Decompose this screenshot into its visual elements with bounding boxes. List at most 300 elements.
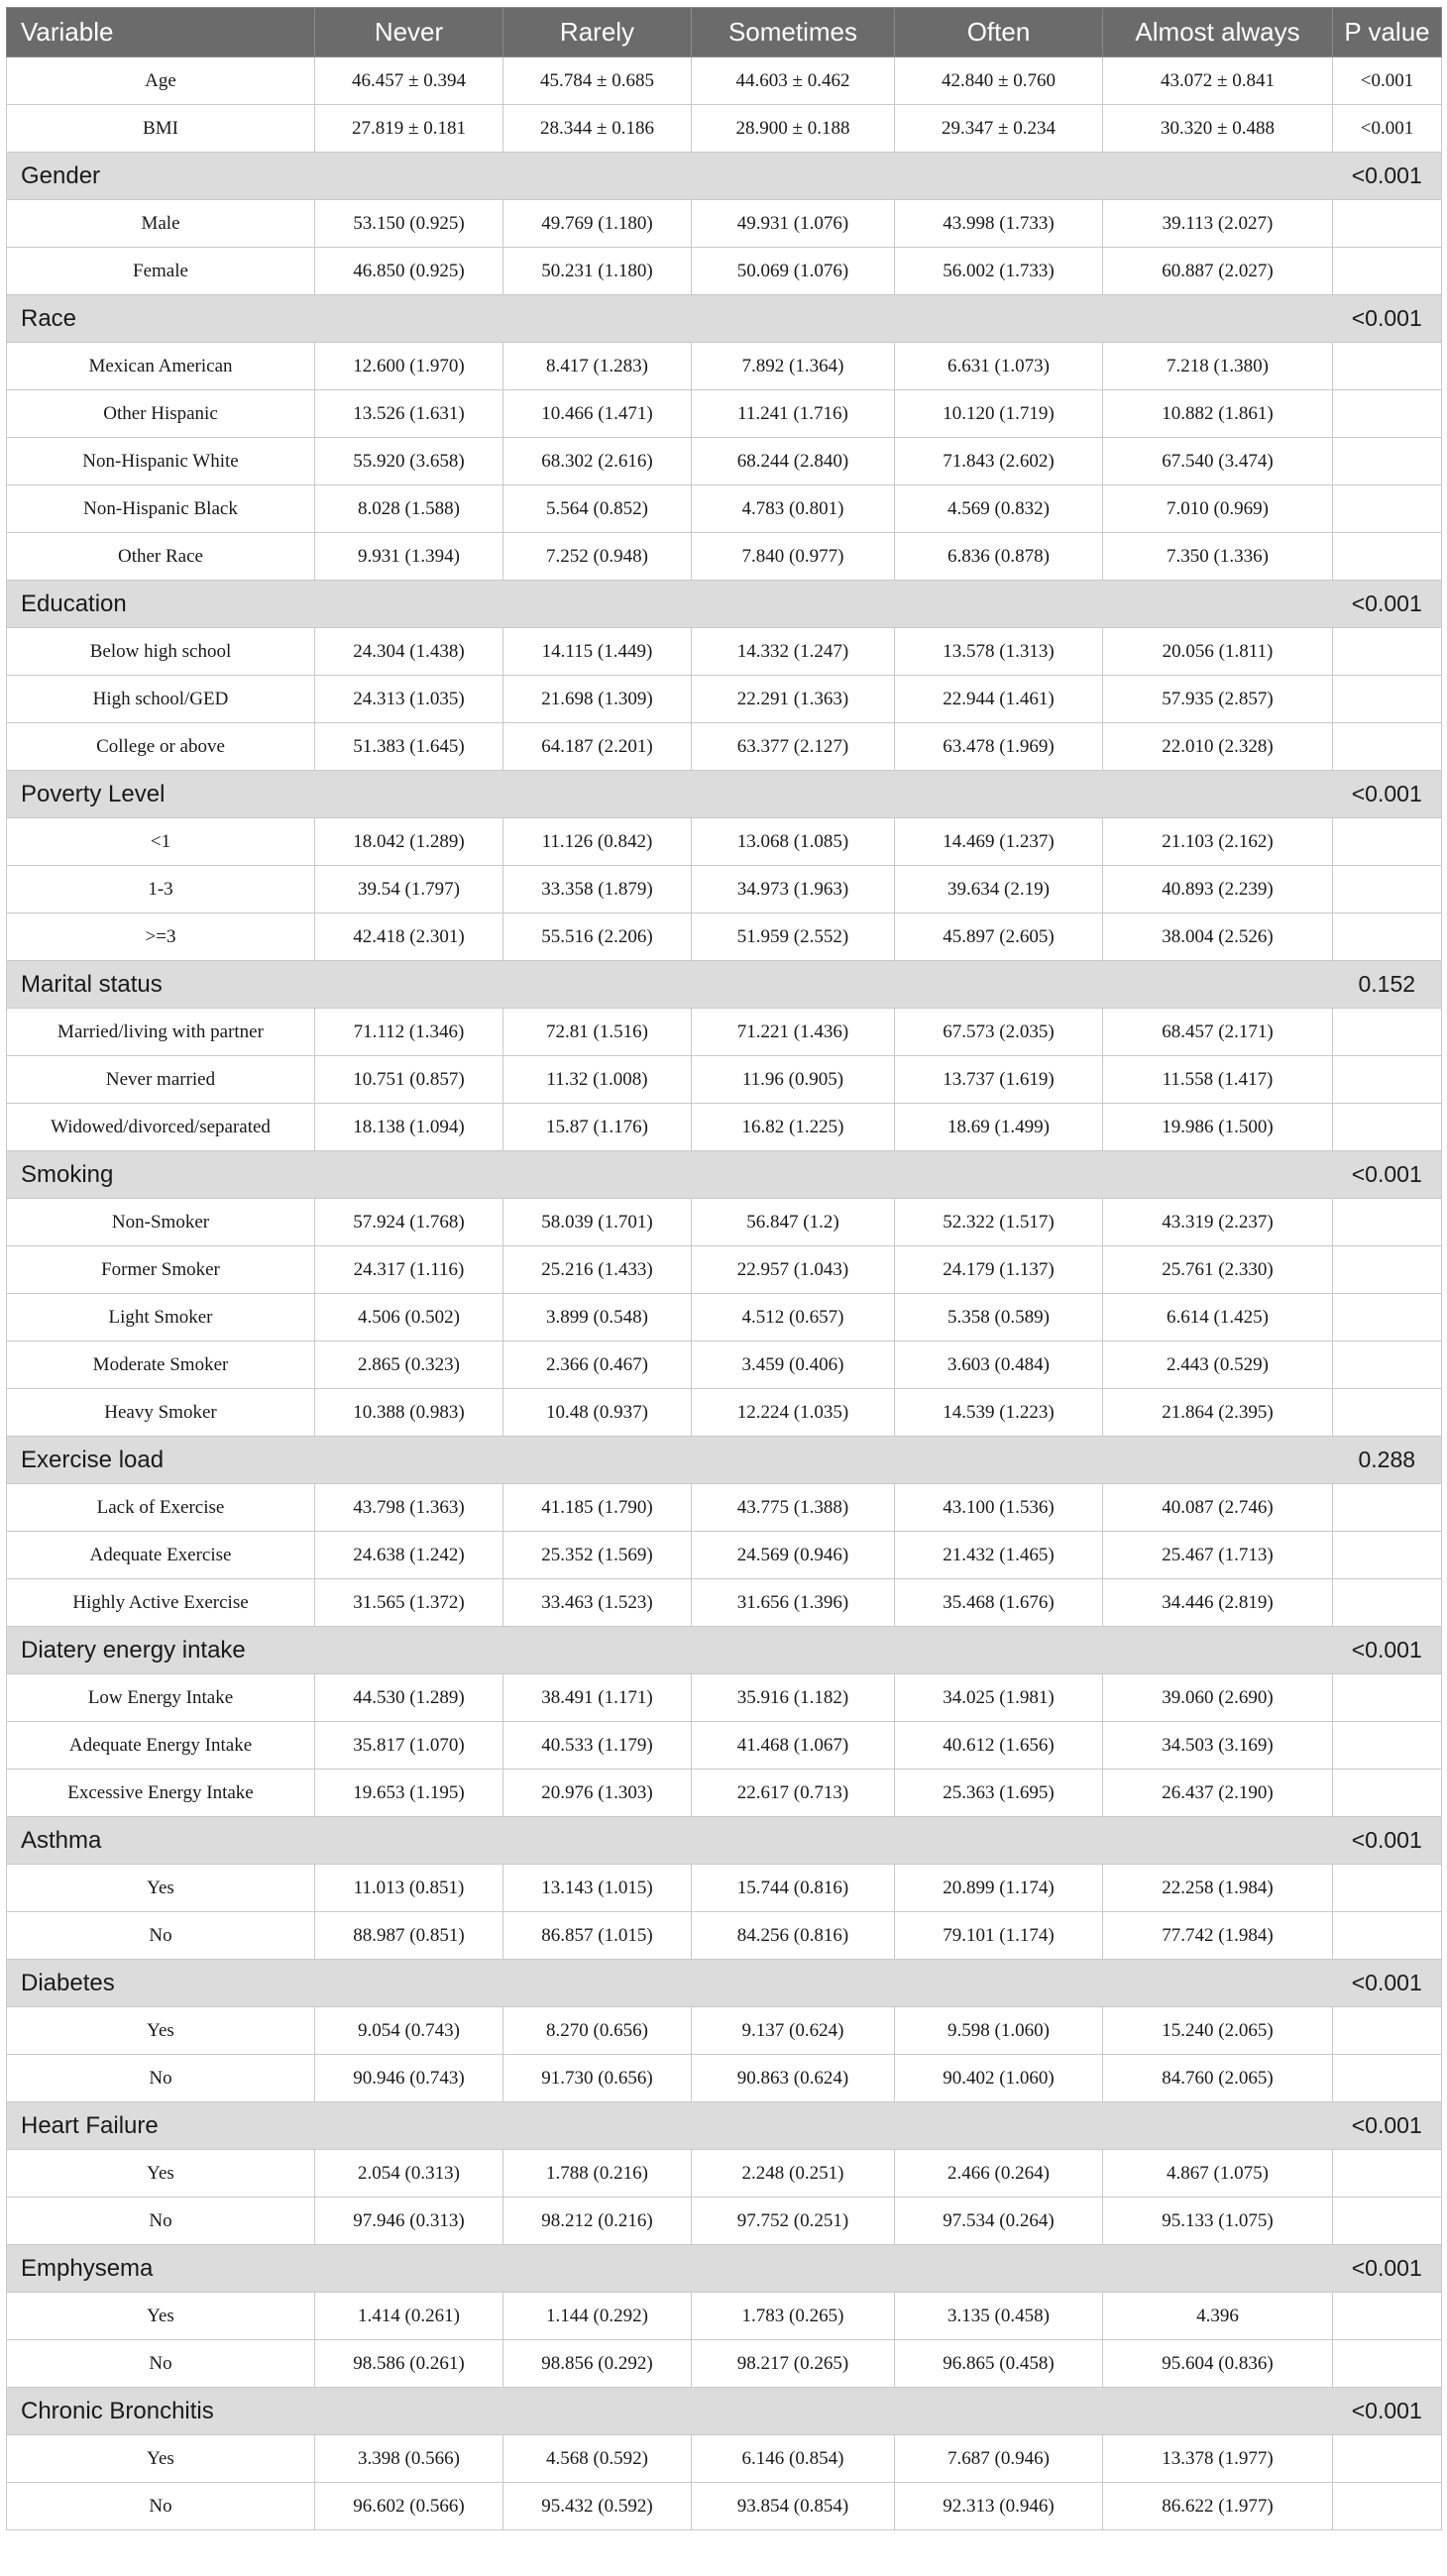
- cell-never: 24.313 (1.035): [315, 676, 503, 723]
- cell-p-value: [1333, 818, 1442, 866]
- cell-often: 29.347 ± 0.234: [895, 105, 1103, 153]
- group-label: Poverty Level: [7, 771, 1103, 818]
- cell-rarely: 45.784 ± 0.685: [503, 57, 692, 105]
- cell-variable: Never married: [7, 1056, 315, 1104]
- header-almost-always: Almost always: [1103, 8, 1333, 57]
- cell-rarely: 25.352 (1.569): [503, 1532, 692, 1579]
- cell-almost-always: 34.446 (2.819): [1103, 1579, 1333, 1627]
- cell-almost-always: 19.986 (1.500): [1103, 1104, 1333, 1151]
- table-row: [7, 1104, 1442, 1151]
- cell-almost-always: 15.240 (2.065): [1103, 2007, 1333, 2055]
- group-header-row: [7, 1960, 1442, 2007]
- cell-often: 3.603 (0.484): [895, 1342, 1103, 1389]
- group-p-value: <0.001: [1333, 1151, 1442, 1199]
- cell-never: 19.653 (1.195): [315, 1770, 503, 1817]
- table-row: [7, 390, 1442, 438]
- cell-almost-always: 22.258 (1.984): [1103, 1865, 1333, 1912]
- table-row: [7, 1056, 1442, 1104]
- group-filler: [1103, 1627, 1333, 1674]
- cell-rarely: 28.344 ± 0.186: [503, 105, 692, 153]
- table-row: [7, 1532, 1442, 1579]
- group-filler: [1103, 581, 1333, 628]
- group-filler: [1103, 153, 1333, 200]
- cell-never: 71.112 (1.346): [315, 1009, 503, 1056]
- cell-p-value: [1333, 866, 1442, 913]
- cell-never: 18.138 (1.094): [315, 1104, 503, 1151]
- header-row: [7, 8, 1442, 57]
- cell-sometimes: 35.916 (1.182): [692, 1674, 895, 1722]
- group-header-row: [7, 961, 1442, 1009]
- group-label: Gender: [7, 153, 1103, 200]
- group-label: Race: [7, 295, 1103, 343]
- cell-rarely: 8.270 (0.656): [503, 2007, 692, 2055]
- cell-almost-always: 26.437 (2.190): [1103, 1770, 1333, 1817]
- cell-never: 9.931 (1.394): [315, 533, 503, 581]
- cell-sometimes: 12.224 (1.035): [692, 1389, 895, 1437]
- cell-almost-always: 67.540 (3.474): [1103, 438, 1333, 485]
- cell-almost-always: 7.010 (0.969): [1103, 485, 1333, 533]
- cell-p-value: [1333, 2483, 1442, 2530]
- cell-almost-always: 60.887 (2.027): [1103, 248, 1333, 295]
- table-row: [7, 57, 1442, 105]
- cell-variable: Age: [7, 57, 315, 105]
- cell-almost-always: 84.760 (2.065): [1103, 2055, 1333, 2102]
- cell-often: 22.944 (1.461): [895, 676, 1103, 723]
- cell-almost-always: 10.882 (1.861): [1103, 390, 1333, 438]
- group-label: Asthma: [7, 1817, 1103, 1865]
- cell-rarely: 64.187 (2.201): [503, 723, 692, 771]
- cell-almost-always: 6.614 (1.425): [1103, 1294, 1333, 1342]
- cell-almost-always: 2.443 (0.529): [1103, 1342, 1333, 1389]
- cell-rarely: 91.730 (0.656): [503, 2055, 692, 2102]
- group-header-row: [7, 1817, 1442, 1865]
- cell-often: 52.322 (1.517): [895, 1199, 1103, 1246]
- cell-sometimes: 2.248 (0.251): [692, 2150, 895, 2198]
- cell-often: 39.634 (2.19): [895, 866, 1103, 913]
- cell-p-value: [1333, 676, 1442, 723]
- cell-variable: Below high school: [7, 628, 315, 676]
- cell-rarely: 55.516 (2.206): [503, 913, 692, 961]
- table-row: [7, 1484, 1442, 1532]
- cell-p-value: [1333, 1865, 1442, 1912]
- cell-sometimes: 44.603 ± 0.462: [692, 57, 895, 105]
- table-row: [7, 1722, 1442, 1770]
- cell-almost-always: 7.218 (1.380): [1103, 343, 1333, 390]
- cell-never: 18.042 (1.289): [315, 818, 503, 866]
- cell-variable: Other Hispanic: [7, 390, 315, 438]
- cell-almost-always: 4.867 (1.075): [1103, 2150, 1333, 2198]
- cell-variable: Light Smoker: [7, 1294, 315, 1342]
- table-body: [7, 57, 1442, 2530]
- group-header-row: [7, 295, 1442, 343]
- cell-sometimes: 43.775 (1.388): [692, 1484, 895, 1532]
- cell-sometimes: 16.82 (1.225): [692, 1104, 895, 1151]
- cell-p-value: [1333, 438, 1442, 485]
- group-filler: [1103, 1151, 1333, 1199]
- cell-variable: Adequate Energy Intake: [7, 1722, 315, 1770]
- cell-sometimes: 22.617 (0.713): [692, 1770, 895, 1817]
- group-p-value: <0.001: [1333, 295, 1442, 343]
- cell-often: 4.569 (0.832): [895, 485, 1103, 533]
- cell-almost-always: 25.467 (1.713): [1103, 1532, 1333, 1579]
- group-label: Education: [7, 581, 1103, 628]
- cell-rarely: 38.491 (1.171): [503, 1674, 692, 1722]
- cell-sometimes: 4.783 (0.801): [692, 485, 895, 533]
- cell-sometimes: 15.744 (0.816): [692, 1865, 895, 1912]
- header-variable: Variable: [7, 8, 315, 57]
- cell-often: 40.612 (1.656): [895, 1722, 1103, 1770]
- cell-never: 44.530 (1.289): [315, 1674, 503, 1722]
- table-row: [7, 1770, 1442, 1817]
- group-label: Chronic Bronchitis: [7, 2388, 1103, 2435]
- cell-sometimes: 7.840 (0.977): [692, 533, 895, 581]
- cell-almost-always: 95.604 (0.836): [1103, 2340, 1333, 2388]
- cell-sometimes: 50.069 (1.076): [692, 248, 895, 295]
- cell-rarely: 86.857 (1.015): [503, 1912, 692, 1960]
- table-row: [7, 1865, 1442, 1912]
- cell-almost-always: 40.893 (2.239): [1103, 866, 1333, 913]
- cell-rarely: 1.788 (0.216): [503, 2150, 692, 2198]
- cell-sometimes: 98.217 (0.265): [692, 2340, 895, 2388]
- cell-often: 56.002 (1.733): [895, 248, 1103, 295]
- cell-never: 42.418 (2.301): [315, 913, 503, 961]
- cell-often: 67.573 (2.035): [895, 1009, 1103, 1056]
- header-never: Never: [315, 8, 503, 57]
- cell-often: 9.598 (1.060): [895, 2007, 1103, 2055]
- data-table: [6, 7, 1442, 2530]
- cell-p-value: [1333, 1532, 1442, 1579]
- cell-variable: Female: [7, 248, 315, 295]
- group-p-value: <0.001: [1333, 2245, 1442, 2293]
- cell-sometimes: 51.959 (2.552): [692, 913, 895, 961]
- table-row: [7, 2483, 1442, 2530]
- group-header-row: [7, 1437, 1442, 1484]
- cell-sometimes: 11.241 (1.716): [692, 390, 895, 438]
- cell-sometimes: 63.377 (2.127): [692, 723, 895, 771]
- cell-sometimes: 3.459 (0.406): [692, 1342, 895, 1389]
- cell-variable: Non-Hispanic Black: [7, 485, 315, 533]
- cell-often: 34.025 (1.981): [895, 1674, 1103, 1722]
- table-row: [7, 533, 1442, 581]
- table-header: [7, 8, 1442, 57]
- cell-p-value: [1333, 1722, 1442, 1770]
- cell-never: 53.150 (0.925): [315, 200, 503, 248]
- table-row: [7, 1674, 1442, 1722]
- cell-almost-always: 39.060 (2.690): [1103, 1674, 1333, 1722]
- cell-p-value: [1333, 2150, 1442, 2198]
- table-row: [7, 2198, 1442, 2245]
- cell-p-value: [1333, 1770, 1442, 1817]
- cell-often: 24.179 (1.137): [895, 1246, 1103, 1294]
- table-row: [7, 866, 1442, 913]
- table-row: [7, 913, 1442, 961]
- cell-never: 24.317 (1.116): [315, 1246, 503, 1294]
- cell-almost-always: 68.457 (2.171): [1103, 1009, 1333, 1056]
- cell-never: 31.565 (1.372): [315, 1579, 503, 1627]
- cell-p-value: [1333, 1009, 1442, 1056]
- cell-often: 63.478 (1.969): [895, 723, 1103, 771]
- cell-p-value: [1333, 200, 1442, 248]
- cell-often: 79.101 (1.174): [895, 1912, 1103, 1960]
- cell-rarely: 20.976 (1.303): [503, 1770, 692, 1817]
- cell-variable: Yes: [7, 2435, 315, 2483]
- cell-often: 96.865 (0.458): [895, 2340, 1103, 2388]
- cell-rarely: 50.231 (1.180): [503, 248, 692, 295]
- header-sometimes: Sometimes: [692, 8, 895, 57]
- cell-variable: Married/living with partner: [7, 1009, 315, 1056]
- table-row: [7, 723, 1442, 771]
- cell-p-value: [1333, 2293, 1442, 2340]
- cell-sometimes: 28.900 ± 0.188: [692, 105, 895, 153]
- cell-variable: College or above: [7, 723, 315, 771]
- group-filler: [1103, 2245, 1333, 2293]
- cell-variable: 1-3: [7, 866, 315, 913]
- cell-never: 39.54 (1.797): [315, 866, 503, 913]
- table-row: [7, 2150, 1442, 2198]
- cell-often: 13.737 (1.619): [895, 1056, 1103, 1104]
- cell-sometimes: 56.847 (1.2): [692, 1199, 895, 1246]
- cell-p-value: [1333, 2435, 1442, 2483]
- table-row: [7, 1294, 1442, 1342]
- cell-p-value: [1333, 2007, 1442, 2055]
- cell-almost-always: 57.935 (2.857): [1103, 676, 1333, 723]
- cell-never: 46.457 ± 0.394: [315, 57, 503, 105]
- cell-p-value: [1333, 1912, 1442, 1960]
- cell-rarely: 7.252 (0.948): [503, 533, 692, 581]
- cell-variable: Yes: [7, 2007, 315, 2055]
- group-header-row: [7, 2388, 1442, 2435]
- cell-variable: Former Smoker: [7, 1246, 315, 1294]
- cell-never: 97.946 (0.313): [315, 2198, 503, 2245]
- table-row: [7, 1912, 1442, 1960]
- cell-often: 43.100 (1.536): [895, 1484, 1103, 1532]
- group-p-value: <0.001: [1333, 771, 1442, 818]
- group-p-value: 0.288: [1333, 1437, 1442, 1484]
- table-row: [7, 628, 1442, 676]
- cell-p-value: [1333, 1579, 1442, 1627]
- cell-almost-always: 7.350 (1.336): [1103, 533, 1333, 581]
- cell-rarely: 98.212 (0.216): [503, 2198, 692, 2245]
- group-p-value: <0.001: [1333, 153, 1442, 200]
- cell-almost-always: 21.864 (2.395): [1103, 1389, 1333, 1437]
- cell-almost-always: 34.503 (3.169): [1103, 1722, 1333, 1770]
- cell-variable: Yes: [7, 2150, 315, 2198]
- cell-p-value: [1333, 343, 1442, 390]
- group-header-row: [7, 581, 1442, 628]
- cell-often: 13.578 (1.313): [895, 628, 1103, 676]
- group-label: Diabetes: [7, 1960, 1103, 2007]
- cell-variable: Moderate Smoker: [7, 1342, 315, 1389]
- table-row: [7, 1579, 1442, 1627]
- cell-p-value: [1333, 1056, 1442, 1104]
- table-row: [7, 2435, 1442, 2483]
- cell-often: 20.899 (1.174): [895, 1865, 1103, 1912]
- header-rarely: Rarely: [503, 8, 692, 57]
- cell-sometimes: 6.146 (0.854): [692, 2435, 895, 2483]
- cell-p-value: [1333, 1342, 1442, 1389]
- group-label: Emphysema: [7, 2245, 1103, 2293]
- cell-often: 7.687 (0.946): [895, 2435, 1103, 2483]
- group-filler: [1103, 961, 1333, 1009]
- cell-variable: >=3: [7, 913, 315, 961]
- cell-sometimes: 68.244 (2.840): [692, 438, 895, 485]
- cell-variable: Lack of Exercise: [7, 1484, 315, 1532]
- table-row: [7, 676, 1442, 723]
- group-label: Heart Failure: [7, 2102, 1103, 2150]
- cell-never: 57.924 (1.768): [315, 1199, 503, 1246]
- cell-sometimes: 7.892 (1.364): [692, 343, 895, 390]
- group-p-value: <0.001: [1333, 2102, 1442, 2150]
- cell-almost-always: 13.378 (1.977): [1103, 2435, 1333, 2483]
- cell-never: 13.526 (1.631): [315, 390, 503, 438]
- group-header-row: [7, 2245, 1442, 2293]
- cell-almost-always: 95.133 (1.075): [1103, 2198, 1333, 2245]
- cell-often: 3.135 (0.458): [895, 2293, 1103, 2340]
- cell-never: 10.751 (0.857): [315, 1056, 503, 1104]
- cell-p-value: [1333, 390, 1442, 438]
- cell-often: 97.534 (0.264): [895, 2198, 1103, 2245]
- cell-often: 35.468 (1.676): [895, 1579, 1103, 1627]
- cell-sometimes: 13.068 (1.085): [692, 818, 895, 866]
- group-filler: [1103, 2102, 1333, 2150]
- group-p-value: 0.152: [1333, 961, 1442, 1009]
- cell-variable: High school/GED: [7, 676, 315, 723]
- table-row: [7, 2007, 1442, 2055]
- cell-almost-always: 40.087 (2.746): [1103, 1484, 1333, 1532]
- cell-rarely: 72.81 (1.516): [503, 1009, 692, 1056]
- cell-rarely: 13.143 (1.015): [503, 1865, 692, 1912]
- cell-rarely: 41.185 (1.790): [503, 1484, 692, 1532]
- group-label: Exercise load: [7, 1437, 1103, 1484]
- group-p-value: <0.001: [1333, 581, 1442, 628]
- group-filler: [1103, 1817, 1333, 1865]
- cell-never: 55.920 (3.658): [315, 438, 503, 485]
- cell-almost-always: 43.319 (2.237): [1103, 1199, 1333, 1246]
- table-row: [7, 105, 1442, 153]
- table-row: [7, 1342, 1442, 1389]
- cell-variable: Yes: [7, 1865, 315, 1912]
- cell-variable: Low Energy Intake: [7, 1674, 315, 1722]
- group-filler: [1103, 1960, 1333, 2007]
- cell-sometimes: 93.854 (0.854): [692, 2483, 895, 2530]
- cell-sometimes: 97.752 (0.251): [692, 2198, 895, 2245]
- cell-sometimes: 22.291 (1.363): [692, 676, 895, 723]
- cell-sometimes: 9.137 (0.624): [692, 2007, 895, 2055]
- cell-almost-always: 43.072 ± 0.841: [1103, 57, 1333, 105]
- cell-never: 35.817 (1.070): [315, 1722, 503, 1770]
- cell-never: 27.819 ± 0.181: [315, 105, 503, 153]
- cell-variable: No: [7, 2483, 315, 2530]
- group-label: Marital status: [7, 961, 1103, 1009]
- cell-often: 43.998 (1.733): [895, 200, 1103, 248]
- group-p-value: <0.001: [1333, 1627, 1442, 1674]
- cell-rarely: 2.366 (0.467): [503, 1342, 692, 1389]
- cell-p-value: [1333, 248, 1442, 295]
- cell-p-value: [1333, 628, 1442, 676]
- cell-sometimes: 4.512 (0.657): [692, 1294, 895, 1342]
- cell-variable: Highly Active Exercise: [7, 1579, 315, 1627]
- cell-almost-always: 30.320 ± 0.488: [1103, 105, 1333, 153]
- cell-rarely: 14.115 (1.449): [503, 628, 692, 676]
- cell-rarely: 11.126 (0.842): [503, 818, 692, 866]
- cell-rarely: 10.466 (1.471): [503, 390, 692, 438]
- cell-never: 11.013 (0.851): [315, 1865, 503, 1912]
- cell-variable: Adequate Exercise: [7, 1532, 315, 1579]
- cell-often: 5.358 (0.589): [895, 1294, 1103, 1342]
- cell-never: 43.798 (1.363): [315, 1484, 503, 1532]
- cell-never: 2.865 (0.323): [315, 1342, 503, 1389]
- cell-variable: BMI: [7, 105, 315, 153]
- cell-p-value: [1333, 2340, 1442, 2388]
- cell-p-value: [1333, 1104, 1442, 1151]
- cell-rarely: 25.216 (1.433): [503, 1246, 692, 1294]
- cell-sometimes: 11.96 (0.905): [692, 1056, 895, 1104]
- cell-p-value: [1333, 1674, 1442, 1722]
- cell-variable: Non-Hispanic White: [7, 438, 315, 485]
- cell-sometimes: 49.931 (1.076): [692, 200, 895, 248]
- data-table-container: [6, 7, 1441, 2530]
- cell-p-value: [1333, 1389, 1442, 1437]
- cell-rarely: 68.302 (2.616): [503, 438, 692, 485]
- cell-never: 96.602 (0.566): [315, 2483, 503, 2530]
- cell-often: 6.631 (1.073): [895, 343, 1103, 390]
- cell-rarely: 98.856 (0.292): [503, 2340, 692, 2388]
- cell-almost-always: 22.010 (2.328): [1103, 723, 1333, 771]
- cell-almost-always: 86.622 (1.977): [1103, 2483, 1333, 2530]
- cell-variable: Excessive Energy Intake: [7, 1770, 315, 1817]
- cell-rarely: 15.87 (1.176): [503, 1104, 692, 1151]
- cell-never: 24.304 (1.438): [315, 628, 503, 676]
- cell-often: 90.402 (1.060): [895, 2055, 1103, 2102]
- group-p-value: <0.001: [1333, 1960, 1442, 2007]
- cell-almost-always: 4.396: [1103, 2293, 1333, 2340]
- cell-almost-always: 20.056 (1.811): [1103, 628, 1333, 676]
- table-row: [7, 2055, 1442, 2102]
- group-p-value: <0.001: [1333, 1817, 1442, 1865]
- cell-variable: Non-Smoker: [7, 1199, 315, 1246]
- cell-p-value: [1333, 2055, 1442, 2102]
- group-header-row: [7, 153, 1442, 200]
- cell-rarely: 40.533 (1.179): [503, 1722, 692, 1770]
- table-row: [7, 818, 1442, 866]
- cell-almost-always: 21.103 (2.162): [1103, 818, 1333, 866]
- cell-variable: No: [7, 2198, 315, 2245]
- cell-p-value: [1333, 723, 1442, 771]
- cell-almost-always: 39.113 (2.027): [1103, 200, 1333, 248]
- cell-often: 14.539 (1.223): [895, 1389, 1103, 1437]
- cell-sometimes: 1.783 (0.265): [692, 2293, 895, 2340]
- table-row: [7, 1246, 1442, 1294]
- cell-sometimes: 84.256 (0.816): [692, 1912, 895, 1960]
- cell-never: 98.586 (0.261): [315, 2340, 503, 2388]
- cell-rarely: 11.32 (1.008): [503, 1056, 692, 1104]
- cell-p-value: [1333, 485, 1442, 533]
- header-p-value: P value: [1333, 8, 1442, 57]
- cell-variable: Heavy Smoker: [7, 1389, 315, 1437]
- cell-variable: Mexican American: [7, 343, 315, 390]
- cell-often: 10.120 (1.719): [895, 390, 1103, 438]
- cell-never: 2.054 (0.313): [315, 2150, 503, 2198]
- cell-rarely: 21.698 (1.309): [503, 676, 692, 723]
- table-row: [7, 1009, 1442, 1056]
- cell-often: 18.69 (1.499): [895, 1104, 1103, 1151]
- cell-rarely: 95.432 (0.592): [503, 2483, 692, 2530]
- cell-sometimes: 24.569 (0.946): [692, 1532, 895, 1579]
- cell-almost-always: 38.004 (2.526): [1103, 913, 1333, 961]
- cell-p-value: [1333, 533, 1442, 581]
- cell-p-value: [1333, 2198, 1442, 2245]
- cell-sometimes: 41.468 (1.067): [692, 1722, 895, 1770]
